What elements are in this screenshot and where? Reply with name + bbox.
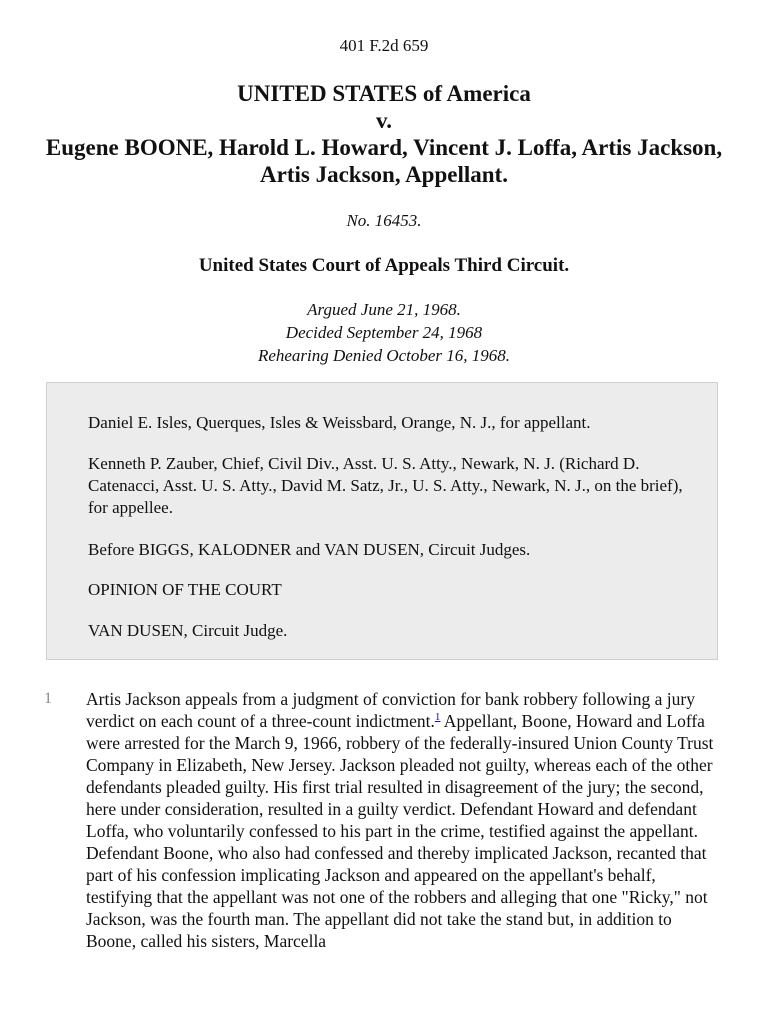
paragraph-text-part-1: Artis Jackson appeals from a judgment of conviction for bank robbery following a jury verdict on each count of a three-count indictment. — [86, 689, 695, 731]
case-info-box — [46, 382, 718, 660]
case-caption — [40, 80, 728, 188]
judge-panel: Before BIGGS, KALODNER and VAN DUSEN, Circuit Judges. — [88, 540, 531, 559]
opinion-author: VAN DUSEN, Circuit Judge. — [88, 621, 288, 640]
docket-number: No. 16453. — [346, 211, 422, 230]
plaintiff-name: UNITED STATES of America — [237, 81, 531, 106]
opinion-heading: OPINION OF THE COURT — [88, 580, 282, 599]
case-dates — [0, 298, 768, 367]
versus: v. — [376, 108, 392, 133]
court-name: United States Court of Appeals Third Circuit. — [198, 255, 570, 276]
rehearing-date: Rehearing Denied October 16, 1968. — [257, 346, 511, 365]
paragraph-text-part-2: Appellant, Boone, Howard and Loffa were arrested for the March 9, 1966, robbery of the federally-insured Union County Trust Company in Elizabeth, New Jersey. Jackson pleaded not guilty, whereas each of the other defendants pleaded guilty. His first trial resulted in disagreement of the jury; the second, here under consideration, resulted in a guilty verdict. Defendant Howard and defendant Loffa, who voluntarily confessed to his part in the crime, testified against the appellant. Defendant Boone, who also had confessed and thereby implicated Jackson, recanted that part of his confession implicating Jackson and appeared on the appellant's behalf, testifying that the appellant was not one of the robbers and alleging that one "Ricky," not Jackson, was the fourth man. The appellant did not take the stand but, in addition to Boone, called his sisters, Marcella — [86, 711, 714, 951]
case-citation: 401 F.2d 659 — [339, 36, 429, 55]
decided-date: Decided September 24, 1968 — [285, 323, 483, 342]
paragraph-number: 1 — [44, 690, 52, 707]
defendant-names: Eugene BOONE, Harold L. Howard, Vincent J. Loffa, Artis Jackson, Artis Jackson, Appellant. — [45, 135, 723, 187]
counsel-appellant: Daniel E. Isles, Querques, Isles & Weissbard, Orange, N. J., for appellant. — [88, 413, 591, 432]
footnote-1-link[interactable]: 1 — [434, 711, 441, 724]
argued-date: Argued June 21, 1968. — [307, 300, 461, 319]
paragraph-text — [86, 688, 726, 952]
counsel-appellee: Kenneth P. Zauber, Chief, Civil Div., Asst. U. S. Atty., Newark, N. J. (Richard D. Catenacci, Asst. U. S. Atty., David M. Satz, Jr., U. S. Atty., Newark, N. J., on the brief), for appellee. — [88, 454, 683, 517]
